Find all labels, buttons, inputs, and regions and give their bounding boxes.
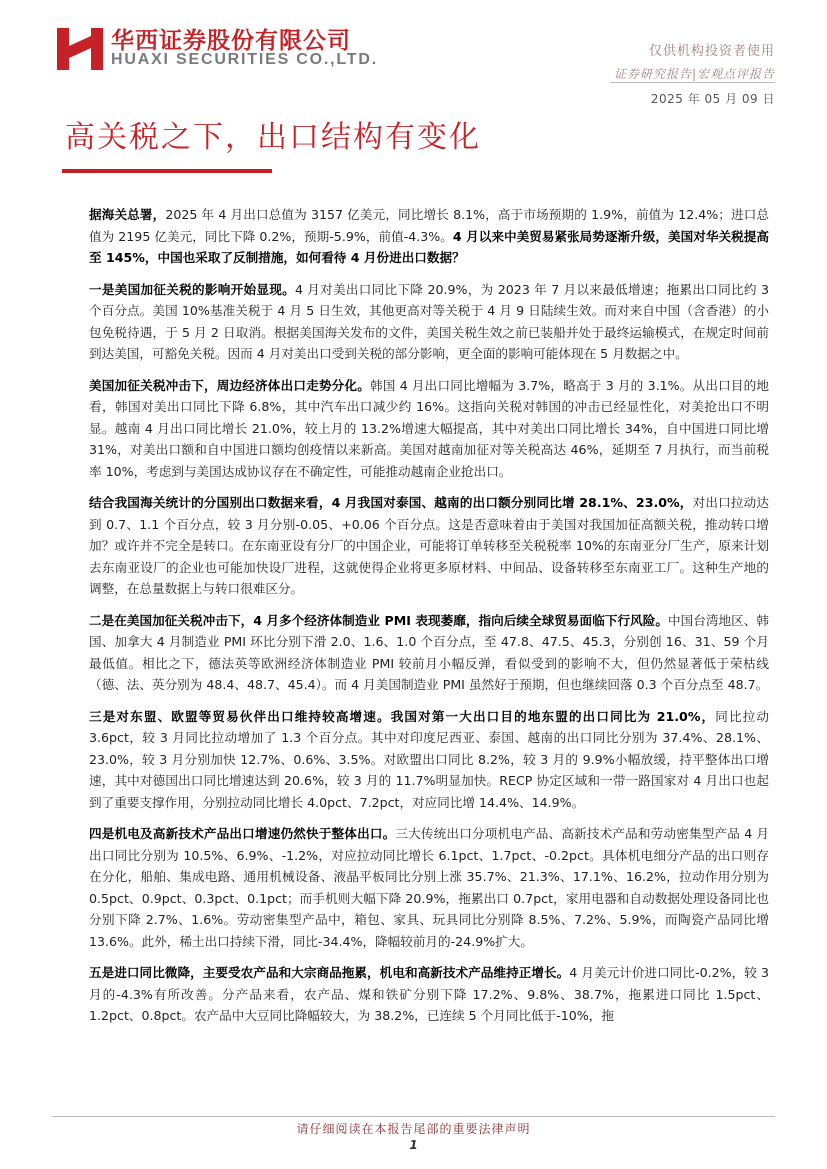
paragraph-emphasis: 4 月以来中美贸易紧张局势逐渐升级，美国对华关税提高至 145%，中国也采取了反制措施，如何看待 4 月份进出口数据？ xyxy=(89,228,769,265)
title-underline xyxy=(62,169,272,173)
paragraph-summary xyxy=(89,204,769,269)
company-logo xyxy=(55,18,378,78)
company-name-cn: 华西证券股份有限公司 xyxy=(111,27,351,54)
paragraph-country-exports xyxy=(89,492,769,600)
paragraph-point-5 xyxy=(89,962,769,1027)
paragraph-lead: 一是美国加征关税的影响开始显现。 xyxy=(89,281,295,297)
paragraph-point-3 xyxy=(89,706,769,814)
audience-notice: 仅供机构投资者使用 xyxy=(648,44,775,59)
paragraph-lead: 三是对东盟、欧盟等贸易伙伴出口维持较高增速。我国对第一大出口目的地东盟的出口同比为 21.0%， xyxy=(89,708,716,724)
paragraph-text: 同比拉动 3.6pct，较 3 月同比拉动增加了 1.3 个百分点。其中对印度尼西亚、泰国、越南的出口同比分别为 37.4%、28.1%、23.0%，较 3 月分别加快 12.7%、0.6%、3.5%。对欧盟出口同比 8.2%，较 3 月的 9.9%小幅放缓，持平整体出口增速，其中对德国出口同比增速达到 20.6%，较 3 月的 11.7%明显加快。RECP 协定区域和一带一路国家对 4 月出口也起到了重要支撑作用，分别拉动同比增长 4.0pct、7.2pct，对应同比增 14.4%、14.9%。 xyxy=(89,708,769,810)
paragraph-text: 中国台湾地区、韩国、加拿大 4 月制造业 PMI 环比分别下滑 2.0、1.6、1.0 个百分点，至 47.8、47.5、45.3，分别创 16、31、59 个月最低值。相比之下，德法英等欧洲经济体制造业 PMI 较前月小幅反弹，看似受到的影响不大，但仍然显著低于荣枯线（德、法、英分别为 48.4、48.7、45.4）。而 4 月美国制造业 PMI 虽然好于预期，但也继续回落 0.3 个百分点至 48.7。 xyxy=(89,612,769,692)
footer-divider xyxy=(52,1116,775,1117)
paragraph-neighbors xyxy=(89,375,769,483)
legal-notice: 请仔细阅读在本报告尾部的重要法律声明 xyxy=(296,1122,531,1136)
huaxi-logo-mark-icon xyxy=(55,22,105,72)
paragraph-text: 韩国 4 月出口同比增幅为 3.7%，略高于 3 月的 3.1%。从出口目的地看，韩国对美出口同比下降 6.8%，其中汽车出口减少约 16%。这指向关税对韩国的冲击已经显性化，对美抢出口不明显。越南 4 月出口同比增长 21.0%，较上月的 13.2%增速大幅提高，其中对美出口同比增长 34%，自中国进口同比增 31%，对美出口额和自中国进口额均创疫情以来新高。美国对越南加征对等关税高达 46%，延期至 7 月执行，而当前税率 10%，考虑到与美国达成协议存在不确定性，可能推动越南企业抢出口。 xyxy=(89,377,770,479)
paragraph-lead: 美国加征关税冲击下，周边经济体出口走势分化。 xyxy=(89,377,370,393)
paragraph-lead: 二是在美国加征关税冲击下，4 月多个经济体制造业 PMI 表现萎靡，指向后续全球贸易面临下行风险。 xyxy=(89,612,668,628)
paragraph-point-2 xyxy=(89,610,769,696)
report-date: 2025 年 05 月 09 日 xyxy=(650,92,775,106)
paragraph-text: 4 月对美出口同比下降 20.9%，为 2023 年 7 月以来最低增速；拖累出口同比约 3 个百分点。美国 10%基准关税于 4 月 5 日生效，其他更高对等关税于 4 月 9 日陆续生效。而对来自中国（含香港）的小包免税待遇，于 5 月 2 日取消。根据美国海关发布的文件，美国关税生效之前已装船并处于最终运输模式，在规定时间前到达美国，可豁免关税。因而 4 月对美出口受到关税的部分影响，更全面的影响可能体现在 5 月数据之中。 xyxy=(89,281,769,361)
paragraph-text: 4 月美元计价进口同比-0.2%，较 3 月的-4.3%有所改善。分产品来看，农产品、煤和铁矿分别下降 17.2%、9.8%、38.7%，拖累进口同比 1.5pct、1.2pct、0.8pct。农产品中大豆同比降幅较大，为 38.2%，已连续 5 个月同比低于-10%，拖 xyxy=(89,965,769,1023)
page-number: 1 xyxy=(409,1138,418,1152)
paragraph-lead: 四是机电及高新技术产品出口增速仍然快于整体出口。 xyxy=(89,826,396,841)
report-type: 证券研究报告|宏观点评报告 xyxy=(613,67,775,81)
paragraph-lead: 据海关总署， xyxy=(89,207,166,222)
paragraph-text: 三大传统出口分项机电产品、高新技术产品和劳动密集型产品 4 月出口同比分别为 10.5%、6.9%、-1.2%，对应拉动同比增长 6.1pct、1.7pct、-0.2pct。具体机电细分产品的出口则存在分化，船舶、集成电路、通用机械设备、液晶平板同比分别上涨 35.7%、21.3%、17.1%、16.2%，拉动作用分别为 0.5pct、0.9pct、0.3pct、0.1pct；而手机则大幅下降 20.9%，拖累出口 0.7pct，家用电器和自动数据处理设备同比也分别下降 2.7%、1.6%。劳动密集型产品中，箱包、家具、玩具同比分别降 8.5%、7.2%、5.9%，而陶瓷产品同比增 13.6%。此外，稀土出口持续下滑，同比-34.4%，降幅较前月的-24.9%扩大。 xyxy=(89,826,769,949)
header-divider xyxy=(610,82,775,83)
paragraph-lead: 五是进口同比微降，主要受农产品和大宗商品拖累，机电和高新技术产品维持正增长。 xyxy=(89,965,570,980)
paragraph-lead: 结合我国海关统计的分国别出口数据来看，4 月我国对泰国、越南的出口额分别同比增 28.1%、23.0%， xyxy=(89,495,693,510)
paragraph-point-1 xyxy=(89,279,769,365)
paragraph-point-4 xyxy=(89,823,769,952)
company-name-en: HUAXI SECURITIES CO.,LTD. xyxy=(111,51,378,68)
report-body xyxy=(89,204,769,1037)
paragraph-text: 对出口拉动达到 0.7、1.1 个百分点，较 3 月分别-0.05、+0.06 个百分点。这是否意味着由于美国对我国加征高额关税，推动转口增加？或许并不完全是转口。在东南亚设有分厂的中国企业，可能将订单转移至关税税率 10%的东南亚分厂生产，原来计划去东南亚设厂的企业也可能加快设厂进程，这就使得企业将更多原材料、中间品、设备转移至东南亚工厂。这种生产地的调整，在总量数据上与转口很难区分。 xyxy=(89,495,769,596)
paragraph-text: 2025 年 4 月出口总值为 3157 亿美元，同比增长 8.1%，高于市场预期的 1.9%，前值为 12.4%；进口总值为 2195 亿美元，同比下降 0.2%，预期-5.9%，前值-4.3%。 xyxy=(89,207,770,244)
report-title: 高关税之下，出口结构有变化 xyxy=(65,120,481,155)
